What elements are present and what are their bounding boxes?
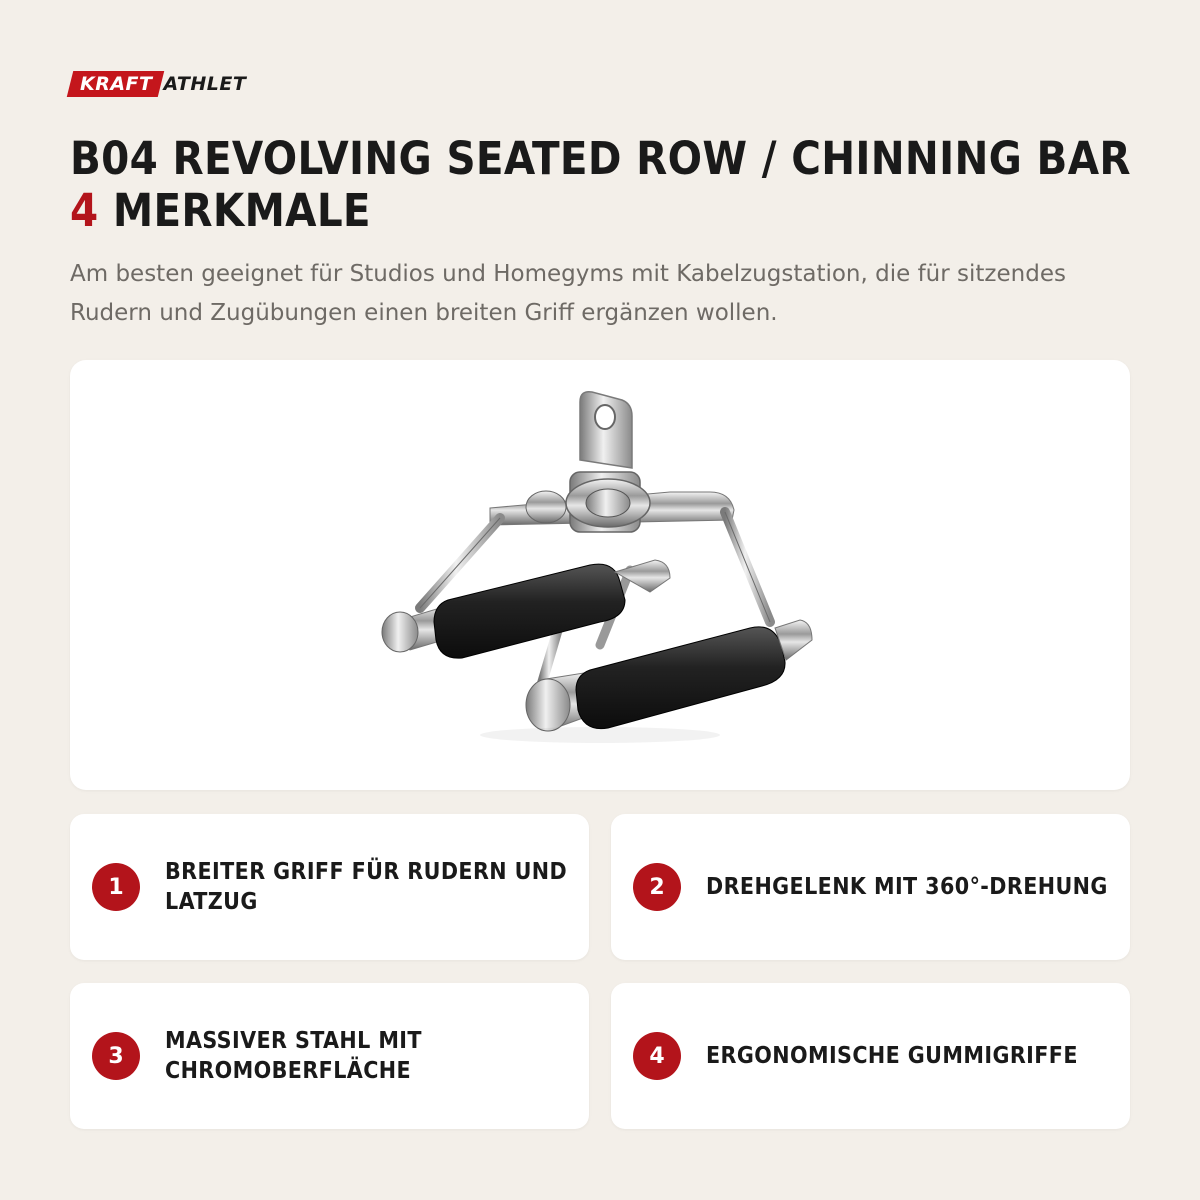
page-subtitle: Am besten geeignet für Studios und Homegyms mit Kabelzugstation, die für sitzendes Rudern und Zugübungen einen breiten Griff ergänzen wollen. (70, 261, 1066, 326)
title-line2: MERKMALE (98, 184, 371, 237)
feature-count: 4 (70, 184, 99, 237)
feature-number-badge: 3 (92, 1032, 140, 1080)
feature-card-2 (611, 814, 1130, 960)
product-image-card (70, 360, 1130, 790)
swivel-plate (580, 392, 632, 468)
feature-card-1 (70, 814, 589, 960)
page-title (70, 133, 1150, 237)
front-grip (526, 620, 812, 731)
feature-card-3 (70, 983, 589, 1129)
feature-number-badge: 4 (633, 1032, 681, 1080)
logo-athlet: ATHLET (163, 73, 247, 95)
feature-text: MASSIVER STAHL MIT CHROMOBERFLÄCHE (165, 1028, 422, 1084)
title-line1: B04 REVOLVING SEATED ROW / CHINNING BAR (70, 132, 1131, 185)
feature-number-badge: 2 (633, 863, 681, 911)
feature-text: BREITER GRIFF FÜR RUDERN UND LATZUG (165, 859, 568, 915)
logo-kraft: KRAFT (67, 71, 164, 97)
product-image (70, 360, 1130, 790)
feature-text: ERGONOMISCHE GUMMIGRIFFE (706, 1043, 1078, 1069)
top-bar (490, 472, 734, 532)
brand-logo (70, 71, 246, 97)
feature-card-4 (611, 983, 1130, 1129)
feature-text: DREHGELENK MIT 360°-DREHUNG (706, 874, 1108, 900)
feature-number-badge: 1 (92, 863, 140, 911)
